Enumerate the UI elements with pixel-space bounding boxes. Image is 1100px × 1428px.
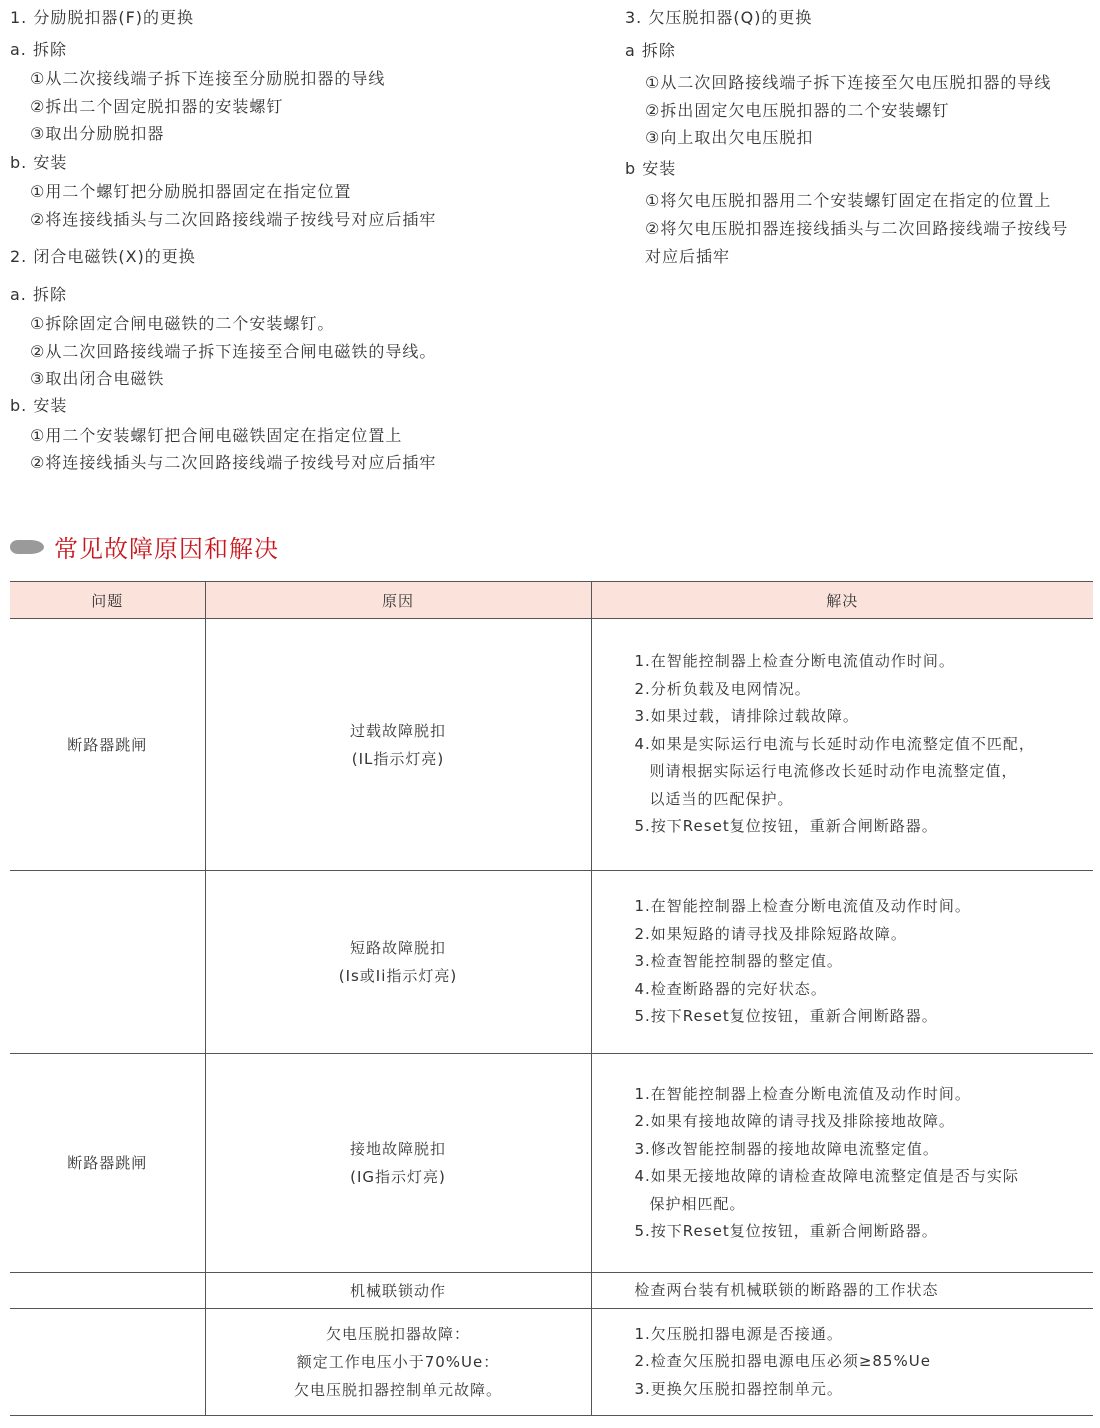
solution-step: 以适当的匹配保护。 bbox=[649, 789, 794, 808]
right-instruction-line: ②拆出固定欠电压脱扣器的二个安装螺钉 bbox=[645, 101, 950, 120]
cause-cell bbox=[205, 1309, 591, 1416]
table-row bbox=[10, 871, 1093, 1054]
cause-cell bbox=[205, 619, 591, 871]
solution-step: 1.欠压脱扣器电源是否接通。 bbox=[634, 1324, 843, 1343]
cause-text: (IG指示灯亮) bbox=[350, 1168, 446, 1186]
solution-cell bbox=[591, 619, 1093, 871]
solution-step: 3.检查智能控制器的整定值。 bbox=[634, 952, 843, 971]
right-instruction-line: ①将欠电压脱扣器用二个安装螺钉固定在指定的位置上 bbox=[645, 191, 1052, 210]
heading-bullet-icon bbox=[10, 540, 44, 554]
table-row bbox=[10, 1054, 1093, 1273]
left-instruction-line: 1. 分励脱扣器(F)的更换 bbox=[10, 8, 195, 27]
header-cause: 原因 bbox=[205, 582, 591, 619]
solution-step: 4.如果是实际运行电流与长延时动作电流整定值不匹配， bbox=[634, 734, 1035, 753]
solution-step: 2.分析负载及电网情况。 bbox=[634, 679, 811, 698]
header-solution: 解决 bbox=[591, 582, 1093, 619]
cause-cell bbox=[205, 1054, 591, 1273]
table-header-row bbox=[10, 582, 1093, 619]
solution-step: 5.按下Reset复位按钮，重新合闸断路器。 bbox=[634, 1007, 938, 1026]
left-instruction-line: ③取出闭合电磁铁 bbox=[30, 369, 165, 388]
problem-cell bbox=[10, 1309, 205, 1416]
table-row bbox=[10, 1309, 1093, 1416]
solution-step: 2.如果短路的请寻找及排除短路故障。 bbox=[634, 924, 907, 943]
section-title: 常见故障原因和解决 bbox=[54, 534, 279, 563]
table-row bbox=[10, 1273, 1093, 1309]
right-instruction-line: ②将欠电压脱扣器连接线插头与二次回路接线端子按线号 bbox=[645, 219, 1069, 238]
right-instruction-line: a 拆除 bbox=[625, 41, 676, 60]
solution-step: 4.如果无接地故障的请检查故障电流整定值是否与实际 bbox=[634, 1167, 1019, 1185]
solution-step: 5.按下Reset复位按钮，重新合闸断路器。 bbox=[634, 817, 938, 836]
solution-step: 1.在智能控制器上检查分断电流值动作时间。 bbox=[634, 652, 955, 671]
solution-step: 1.在智能控制器上检查分断电流值及动作时间。 bbox=[634, 1084, 971, 1103]
cause-text: 机械联锁动作 bbox=[349, 1281, 446, 1300]
cause-text: 额定工作电压小于70%Ue： bbox=[296, 1353, 500, 1371]
fault-table bbox=[10, 581, 1093, 1416]
left-instruction-line: b. 安装 bbox=[10, 153, 68, 172]
solution-cell bbox=[591, 1273, 1093, 1309]
left-instruction-line: ①用二个安装螺钉把合闸电磁铁固定在指定位置上 bbox=[30, 426, 403, 445]
problem-cell bbox=[10, 1273, 205, 1309]
left-instruction-line: ②从二次回路接线端子拆下连接至合闸电磁铁的导线。 bbox=[30, 342, 437, 361]
table-row bbox=[10, 619, 1093, 871]
left-instruction-line: ①从二次接线端子拆下连接至分励脱扣器的导线 bbox=[30, 69, 386, 88]
solution-step: 3.如果过载，请排除过载故障。 bbox=[634, 707, 859, 726]
solution-cell bbox=[591, 871, 1093, 1054]
solution-step: 检查两台装有机械联锁的断路器的工作状态 bbox=[634, 1280, 939, 1299]
solution-step: 4.检查断路器的完好状态。 bbox=[634, 979, 827, 998]
solution-cell bbox=[591, 1309, 1093, 1416]
cause-text: 过载故障脱扣 bbox=[349, 721, 446, 740]
solution-cell bbox=[591, 1054, 1093, 1273]
solution-step: 5.按下Reset复位按钮，重新合闸断路器。 bbox=[634, 1222, 938, 1240]
problem-cell: 断路器跳闸 bbox=[10, 619, 205, 871]
solution-step: 则请根据实际运行电流修改长延时动作电流整定值， bbox=[649, 762, 1018, 781]
cause-text: 短路故障脱扣 bbox=[349, 939, 446, 957]
problem-cell: 断路器跳闸 bbox=[10, 1054, 205, 1273]
right-instruction-line: b 安装 bbox=[625, 159, 677, 178]
left-instruction-line: ②将连接线插头与二次回路接线端子按线号对应后插牢 bbox=[30, 453, 437, 472]
right-instruction-line: ③向上取出欠电压脱扣 bbox=[645, 128, 814, 147]
cause-text: 欠电压脱扣器控制单元故障。 bbox=[293, 1381, 502, 1399]
problem-cell bbox=[10, 871, 205, 1054]
left-instruction-line: b. 安装 bbox=[10, 396, 68, 415]
left-instruction-line: ①用二个螺钉把分励脱扣器固定在指定位置 bbox=[30, 182, 352, 201]
cause-cell bbox=[205, 1273, 591, 1309]
solution-step: 3.更换欠压脱扣器控制单元。 bbox=[634, 1379, 843, 1398]
solution-step: 1.在智能控制器上检查分断电流值及动作时间。 bbox=[634, 897, 971, 916]
left-instruction-line: ①拆除固定合闸电磁铁的二个安装螺钉。 bbox=[30, 314, 335, 333]
cause-text: (Is或Ii指示灯亮) bbox=[338, 967, 458, 985]
solution-step: 保护相匹配。 bbox=[649, 1194, 746, 1213]
section-heading bbox=[10, 528, 279, 564]
left-instruction-line: ②拆出二个固定脱扣器的安装螺钉 bbox=[30, 97, 284, 116]
left-instruction-line: a. 拆除 bbox=[10, 40, 67, 59]
header-problem: 问题 bbox=[10, 582, 205, 619]
cause-cell bbox=[205, 871, 591, 1054]
left-instruction-line: 2. 闭合电磁铁(X)的更换 bbox=[10, 247, 196, 266]
cause-text: (IL指示灯亮) bbox=[351, 749, 445, 768]
left-instruction-line: ②将连接线插头与二次回路接线端子按线号对应后插牢 bbox=[30, 210, 437, 229]
left-instruction-line: ③取出分励脱扣器 bbox=[30, 124, 165, 143]
right-instruction-line: 对应后插牢 bbox=[645, 247, 731, 266]
left-instruction-line: a. 拆除 bbox=[10, 285, 67, 304]
solution-step: 2.如果有接地故障的请寻找及排除接地故障。 bbox=[634, 1112, 955, 1130]
cause-text: 接地故障脱扣 bbox=[349, 1140, 446, 1158]
solution-step: 3.修改智能控制器的接地故障电流整定值。 bbox=[634, 1139, 939, 1158]
right-instruction-line: ①从二次回路接线端子拆下连接至欠电压脱扣器的导线 bbox=[645, 73, 1052, 92]
solution-step: 2.检查欠压脱扣器电源电压必须≥85%Ue bbox=[634, 1352, 931, 1371]
cause-text: 欠电压脱扣器故障： bbox=[325, 1325, 470, 1343]
right-instruction-line: 3. 欠压脱扣器(Q)的更换 bbox=[625, 8, 813, 27]
